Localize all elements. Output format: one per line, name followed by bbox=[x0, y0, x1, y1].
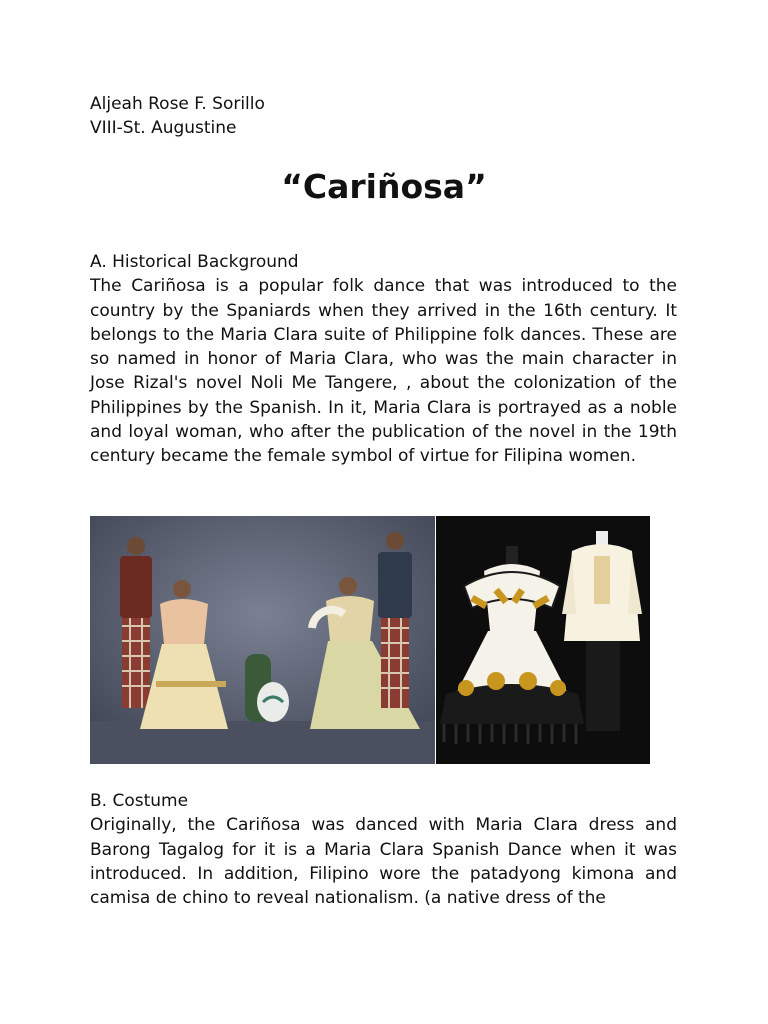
author-name: Aljeah Rose F. Sorillo bbox=[90, 94, 265, 114]
section-historical-background bbox=[90, 250, 677, 469]
author-section: VIII-St. Augustine bbox=[90, 118, 237, 138]
section-body: The Cariñosa is a popular folk dance that was introduced to the country by the Spaniards when they arrived in the 16th century. It belongs to the Maria Clara suite of Philippine folk dances. These are so named in honor of Maria Clara, who was the main character in Jose Rizal's novel Noli Me Tangere, , about the colonization of the Philippines by the Spanish. In it, Maria Clara is portrayed as a noble and loyal woman, who after the publication of the novel in the 19th century became the female symbol of virtue for Filipina women. bbox=[90, 276, 677, 467]
section-heading: A. Historical Background bbox=[90, 252, 299, 272]
document-title: “Cariñosa” bbox=[281, 167, 487, 206]
author-block bbox=[90, 92, 265, 140]
dancers-photo bbox=[90, 516, 435, 764]
photo-row bbox=[90, 516, 650, 764]
costumes-photo bbox=[436, 516, 650, 764]
section-heading: B. Costume bbox=[90, 791, 189, 811]
section-body: Originally, the Cariñosa was danced with Maria Clara dress and Barong Tagalog for it is a Maria Clara Spanish Dance when it was introduced. In addition, Filipino wore the patadyong kimona and camisa de chino to reveal nationalism. (a native dress of the bbox=[90, 815, 677, 909]
section-costume bbox=[90, 789, 677, 914]
